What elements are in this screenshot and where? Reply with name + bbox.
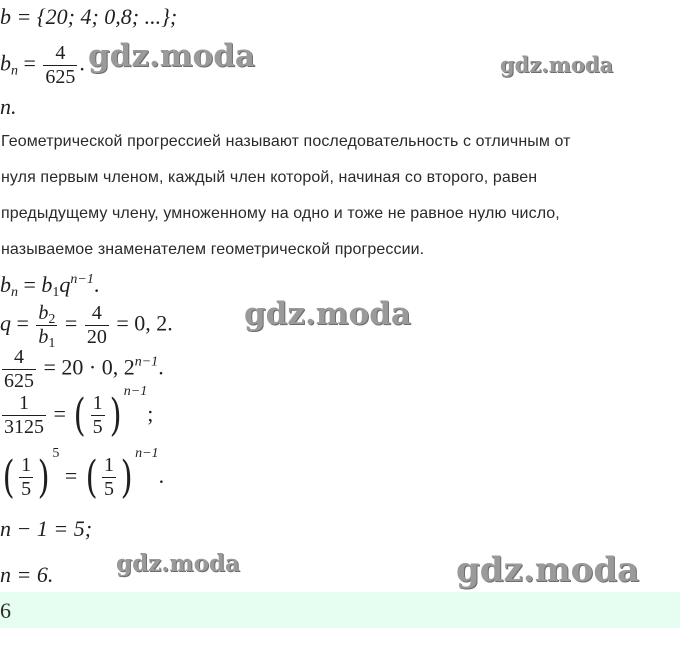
equals-sign: =	[23, 50, 36, 76]
numerator: 1	[2, 392, 46, 416]
left-paren: (	[85, 451, 98, 503]
right-paren: )	[120, 451, 133, 503]
answer-box	[0, 592, 680, 628]
nth-term-value	[0, 42, 85, 89]
numerator: 4	[2, 346, 36, 370]
numerator: 1	[92, 392, 103, 415]
equals-sign: =	[53, 401, 66, 426]
fraction	[2, 346, 36, 393]
equals-sign: =	[16, 310, 29, 336]
fraction	[85, 302, 109, 349]
watermark: gdz.moda	[456, 550, 640, 590]
unknown-text: n.	[0, 94, 17, 119]
equals-sign: =	[64, 310, 78, 336]
right-paren: )	[37, 451, 50, 503]
exponent: n−1	[123, 384, 148, 399]
equals-sign: =	[64, 463, 78, 488]
definition-line: нуля первым членом, каждый член которой, начиная со второго, равен	[1, 169, 538, 186]
numerator: 4	[85, 302, 109, 326]
term-symbol: b	[0, 50, 11, 76]
numerator: 1	[103, 454, 114, 477]
term-subscript: n	[11, 63, 18, 79]
denominator: 5	[92, 416, 103, 439]
fraction	[19, 454, 33, 501]
ratio-result: = 0, 2.	[116, 310, 173, 336]
fraction	[43, 42, 77, 89]
exponent-equation	[0, 518, 92, 540]
ratio-calculation	[0, 302, 173, 349]
denominator: 625	[4, 370, 34, 392]
denominator: 3125	[4, 416, 44, 439]
exponent-equation-text: n − 1 = 5;	[0, 516, 93, 541]
definition-line: называемое знаменателем геометрической прогрессии.	[1, 241, 425, 258]
first-term-subscript: 1	[52, 285, 60, 300]
denominator-subscript: 1	[48, 336, 56, 351]
ratio-symbol: q	[0, 310, 11, 336]
exponent: 5	[52, 446, 60, 461]
denominator: 20	[86, 326, 107, 348]
numerator	[36, 302, 57, 326]
exponent: n−1	[70, 272, 94, 287]
left-paren: (	[73, 389, 87, 441]
numerator: 4	[43, 42, 77, 66]
fraction	[91, 392, 105, 439]
equation-rhs: = 20 · 0, 2	[43, 354, 135, 380]
result-equation	[0, 564, 53, 586]
punctuation: ;	[147, 401, 154, 426]
fraction	[36, 302, 57, 349]
exponent: n−1	[135, 446, 159, 461]
punctuation: .	[158, 354, 164, 380]
denominator: 625	[45, 66, 76, 88]
unknown-label	[0, 96, 17, 118]
left-paren: (	[2, 451, 15, 503]
punctuation: .	[93, 272, 100, 297]
watermark: gdz.moda	[116, 550, 240, 577]
punctuation: .	[79, 50, 85, 76]
sequence-text: b = {20; 4; 0,8; ...};	[0, 4, 178, 29]
definition-line: Геометрической прогрессией называют последовательность с отличным от	[1, 133, 571, 150]
fraction	[102, 454, 116, 501]
term-symbol: b	[0, 272, 11, 297]
equals-sign: =	[23, 272, 36, 297]
right-paren: )	[109, 389, 122, 441]
definition-line: предыдущему члену, умноженному на одно и тоже не равное нулю число,	[1, 205, 560, 222]
fraction	[2, 392, 46, 439]
numerator-subscript: 2	[48, 312, 56, 327]
first-term-symbol: b	[41, 272, 53, 297]
numerator-symbol: b	[38, 302, 49, 324]
watermark: gdz.moda	[88, 38, 255, 74]
denominator: 5	[103, 478, 114, 501]
watermark: gdz.moda	[500, 52, 614, 77]
exponent: n−1	[134, 354, 159, 370]
equation-same-base	[0, 446, 165, 503]
general-term-formula	[0, 272, 100, 300]
answer-value: 6	[0, 598, 11, 623]
term-subscript: n	[11, 285, 18, 300]
punctuation: .	[158, 463, 165, 488]
denominator: 5	[21, 478, 32, 501]
ratio-symbol: q	[59, 272, 71, 297]
denominator-symbol: b	[38, 326, 49, 348]
sequence-definition	[0, 6, 177, 28]
watermark: gdz.moda	[244, 296, 411, 332]
result-text: n = 6.	[0, 562, 54, 587]
equation-powers	[0, 384, 154, 441]
numerator: 1	[21, 454, 32, 477]
